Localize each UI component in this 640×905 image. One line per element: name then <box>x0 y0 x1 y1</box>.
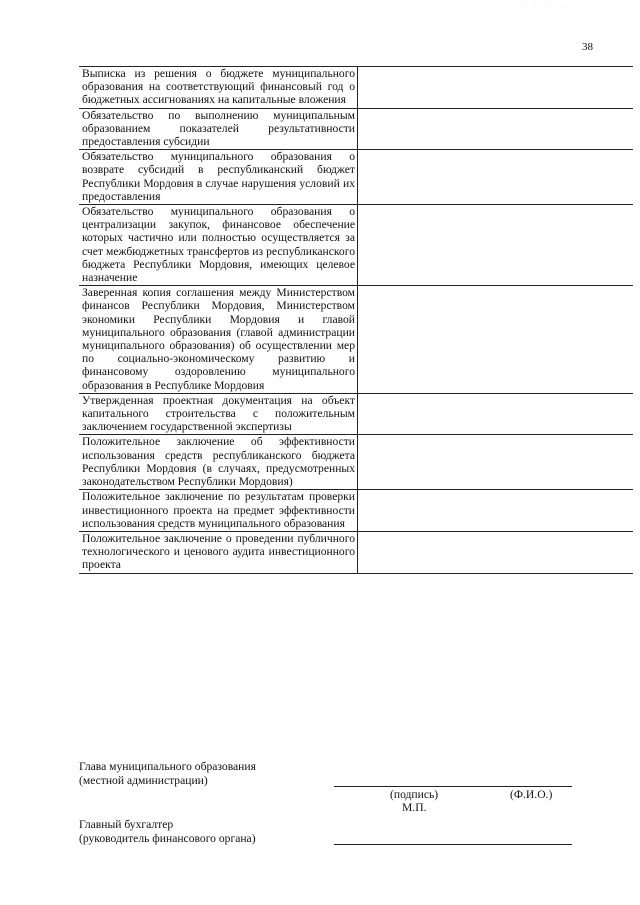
table-row <box>79 67 633 109</box>
document-requirement: Положительное заключение об эффективности использования средств республиканского бюджета Республики Мордовия (в случаях, предусмотренных законодательством Республики Мордовия) <box>79 435 358 490</box>
document-value-cell <box>358 490 634 532</box>
document-value-cell <box>358 67 634 109</box>
head-signature-line <box>334 786 572 787</box>
stamp-label: М.П. <box>402 801 427 814</box>
accountant-signature-line <box>334 844 572 845</box>
document-requirement: Заверенная копия соглашения между Министерством финансов Республики Мордовия, Министерством экономики Республики Мордовия и главой муниципального образования (главой администрации муниципального образования) об осуществлении мер по социально-экономическому развитию и финансовому оздоровлению муниципального образования в Республике Мордовия <box>79 286 358 394</box>
table-row <box>79 531 633 573</box>
accountant-subtitle: (руководитель финансового органа) <box>79 832 256 845</box>
scan-marks: . . . . . <box>505 3 573 9</box>
accountant-title: Главный бухгалтер <box>79 818 174 831</box>
table-row <box>79 490 633 532</box>
document-value-cell <box>358 205 634 286</box>
document-requirement: Утвержденная проектная документация на объект капитального строительства с положительным заключением государственной экспертизы <box>79 393 358 435</box>
document-requirement: Обязательство муниципального образования о централизации закупок, финансовое обеспечение которых частично или полностью осуществляется за счет межбюджетных трансфертов из республиканского бюджета Республики Мордовия, имеющих целевое назначение <box>79 205 358 286</box>
document-requirement: Положительное заключение о проведении публичного технологического и ценового аудита инвестиционного проекта <box>79 531 358 573</box>
document-requirement: Выписка из решения о бюджете муниципального образования на соответствующий финансовый год о бюджетных ассигнованиях на капитальные вложения <box>79 67 358 109</box>
table-row <box>79 435 633 490</box>
documents-table <box>79 66 633 574</box>
document-value-cell <box>358 108 634 150</box>
table-row <box>79 150 633 205</box>
page-number: 38 <box>582 41 593 53</box>
head-subtitle: (местной администрации) <box>79 774 208 787</box>
table-row <box>79 108 633 150</box>
document-requirement: Обязательство по выполнению муниципальным образованием показателей результативности предоставления субсидии <box>79 108 358 150</box>
document-value-cell <box>358 531 634 573</box>
table-row <box>79 393 633 435</box>
document-value-cell <box>358 435 634 490</box>
head-signature-block <box>79 760 256 788</box>
head-title: Глава муниципального образования <box>79 760 256 773</box>
document-requirement: Положительное заключение по результатам проверки инвестиционного проекта на предмет эффективности использования средств муниципального образования <box>79 490 358 532</box>
accountant-signature-block <box>79 818 256 846</box>
table-row <box>79 205 633 286</box>
document-value-cell <box>358 150 634 205</box>
table-row <box>79 286 633 394</box>
signature-caption: (подпись) <box>390 788 439 801</box>
document-value-cell <box>358 393 634 435</box>
document-requirement: Обязательство муниципального образования о возврате субсидий в республиканский бюджет Республики Мордовия в случае нарушения условий их предоставления <box>79 150 358 205</box>
document-value-cell <box>358 286 634 394</box>
fio-caption: (Ф.И.О.) <box>510 788 553 801</box>
